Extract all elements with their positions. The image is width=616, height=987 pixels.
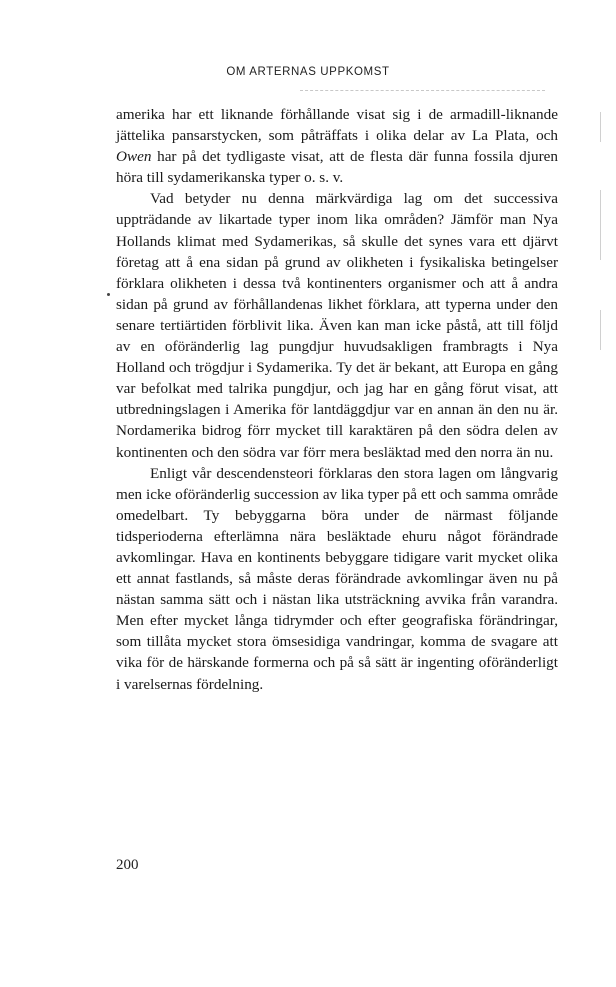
margin-line-1 [600,112,601,142]
paragraph-3: Enligt vår descendensteori förklaras den stora lagen om långvarig men icke oföränderlig succession av lika typer på ett och samma område omedelbart. Ty bebyggarna böra under de närmast följande tidsperioderna efterlämna nära besläktade ehuru något förändrade avkomlingar. Hava en kontinents bebyggare tidigare varit mycket olika ett annat fastlands, så måste deras förändrade avkomlingar även nu på nästan samma sätt och i nästan lika utsträckning avvika från varandra. Men efter mycket långa tidrymder och efter geografiska förändringar, som tillåta mycket stora ömsesidiga vandringar, komma de svagare att vika för de härskande formerna och på så sätt är ingenting oföränderligt i varelsernas fördelning. [116,464,558,693]
page-number: 200 [116,857,139,873]
running-head: OM ARTERNAS UPPKOMST [226,66,390,78]
paragraph-2: Vad betyder nu denna märkvärdiga lag om det successiva uppträdande av likartade typer inom lika områden? Jämför man Nya Hollands klimat med Sydamerikas, så skulle det synes vara ett djärvt företag att å ena sidan på grund av olikheten i fysikaliska betingelser förklara olikheten i dessa två kontinenters organismer och att å andra sidan på grund av förhållandenas likhet förklara, att typerna under den senare tertiärtiden förblivit lika. Även kan man icke påstå, att till följd av en oföränderlig lag pungdjur huvudsakligen frambragts i Nya Holland och trögdjur i Sydamerika. Ty det är bekant, att Europa en gång var befolkat med talrika pungdjur, och jag har en gång förut visat, att utbredningslagen i Amerika för lantdäggdjur var en annan än den nu är. Nordamerika bidrog förr mycket till karaktären på den södra delen av kontinenten och den södra var förr mera besläktad med den norra än nu. [116,190,558,461]
paragraph-1-text-b: har på det tydligaste visat, att de flesta där funna fossila djuren höra till sydamerikanska typer o. s. v. [116,148,558,187]
margin-line-2 [600,190,601,260]
margin-line-3 [600,310,601,350]
author-name-owen: Owen [116,148,152,166]
header-rule [300,90,545,92]
paragraph-1 [116,104,558,188]
body-text [116,104,558,695]
paragraph-1-text-a: amerika har ett liknande förhållande visat sig i de armadill-liknande jättelika pansarstycken, som påträffats i olika delar av La Plata, och [116,106,558,145]
margin-dot [107,293,110,296]
